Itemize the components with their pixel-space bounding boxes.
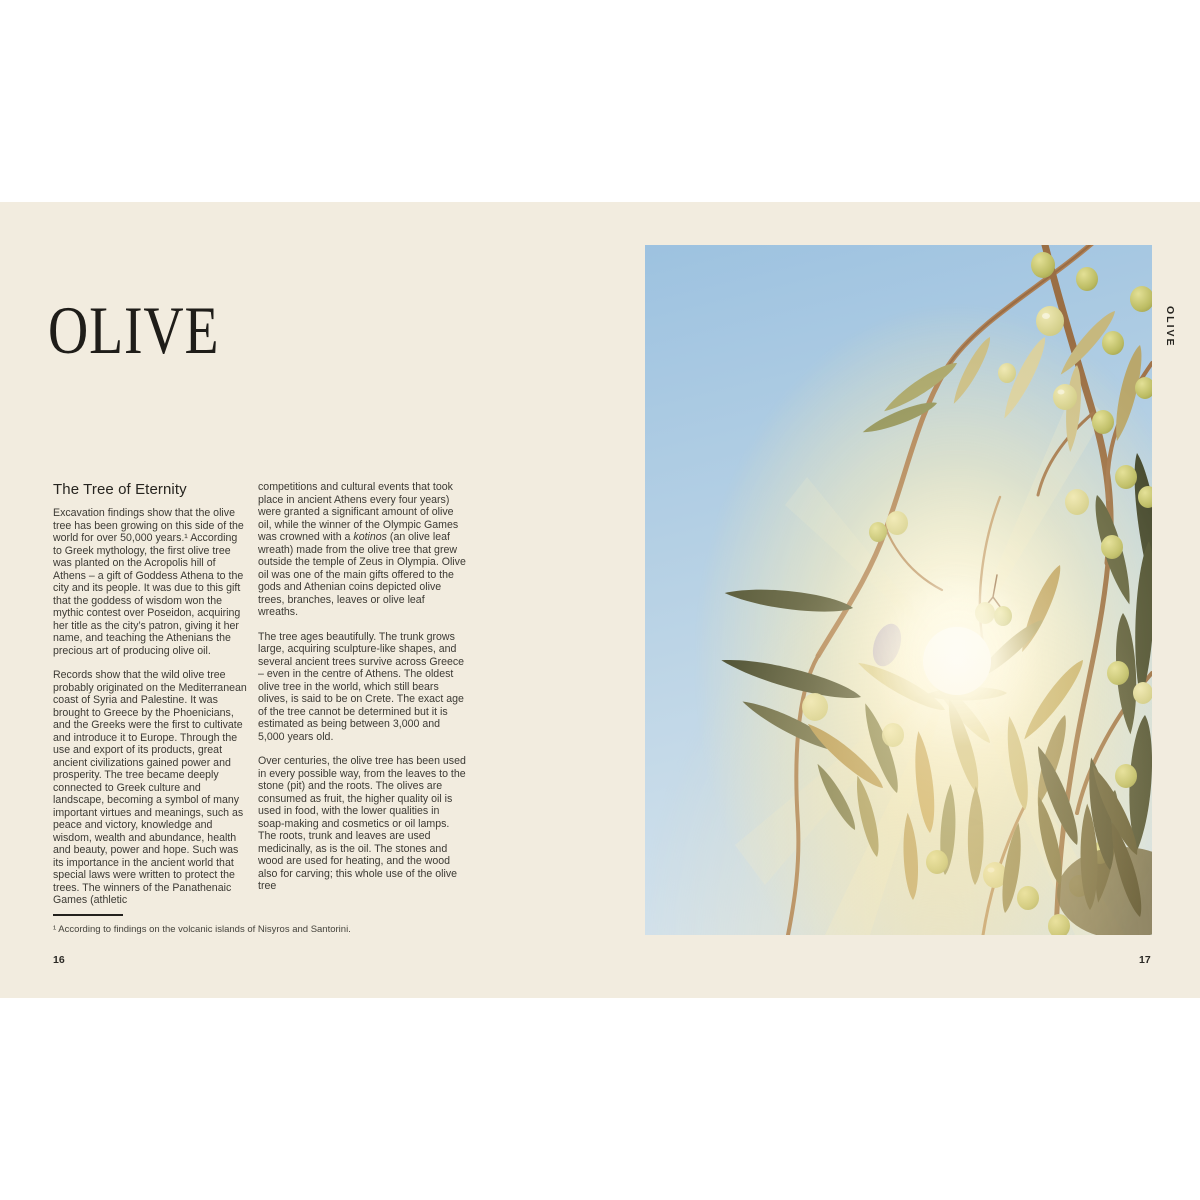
page-number-left: 16: [53, 954, 65, 966]
section-heading: The Tree of Eternity: [53, 481, 187, 498]
text-column-2: [258, 481, 466, 905]
book-spread: [0, 202, 1200, 998]
page-number-right: 17: [1139, 954, 1151, 966]
paragraph: Over centuries, the olive tree has been used in every possible way, from the leaves to the stone (pit) and the roots. The olives are consumed as fruit, the higher quality oil is used in food, with the lower qualities in soap-making and cosmetics or oil lamps. The roots, trunk and leaves are used medicinally, as is the oil. The stones and wood are used for heating, and the wood also for carving; this whole use of the olive tree: [258, 755, 466, 892]
footnote-divider: [53, 914, 123, 916]
sun-flare: [645, 245, 1152, 935]
paragraph: Excavation findings show that the olive tree has been growing on this side of the world for over 50,000 years.¹ According to Greek mythology, the first olive tree was planted on the Acropolis hill of Athens – a gift of Goddess Athena to the city and its people. It was due to this gift that the goddess of wisdom won the mythic contest over Poseidon, acquiring her title as the city’s patron, giving it her name, and teaching the Athenians the precious art of producing olive oil.: [53, 507, 244, 657]
olive-tree-photo: [645, 245, 1152, 935]
text-column-1: [53, 507, 249, 919]
paragraph: The tree ages beautifully. The trunk grows large, acquiring sculpture-like shapes, and several ancient trees survive across Greece – even in the centre of Athens. The oldest olive tree in the world, which still bears olives, is said to be on Crete. The exact age of the tree cannot be determined but it is estimated as being between 3,000 and 5,000 years old.: [258, 630, 465, 743]
side-tab-label: OLIVE: [1164, 306, 1176, 348]
paragraph-text: (an olive leaf wreath) made from the olive tree that grew outside the temple of Zeus in Olympia. Olive oil was one of the main gifts offered to the gods and Athenian coins depicted olive trees, branches, leaves or olive leaf wreaths.: [258, 531, 466, 618]
paragraph: [258, 481, 466, 619]
page-title: OLIVE: [48, 292, 220, 368]
paragraph: Records show that the wild olive tree probably originated on the Mediterranean coast of Syria and Palestine. It was brought to Greece by the Phoenicians, and the Greeks were the first to cultivate and introduce it to Europe. Through the use and export of its products, great ancient civilizations gained power and prosperity. The tree became deeply connected to Greek culture and landscape, becoming a symbol of many important virtues and meanings, such as peace and victory, knowledge and wisdom, wealth and abundance, health and beauty, power and hope. Such was its importance in the ancient world that special laws were written to protect the trees. The winners of the Panathenaic Games (athletic: [53, 669, 247, 906]
paragraph-text: competitions and cultural events that took place in ancient Athens every four years) were granted a significant amount of olive oil, while the winner of the Olympic Games was crowned with a: [258, 481, 459, 543]
footnote: ¹ According to findings on the volcanic islands of Nisyros and Santorini.: [53, 924, 351, 935]
italic-term: kotinos: [353, 531, 387, 543]
